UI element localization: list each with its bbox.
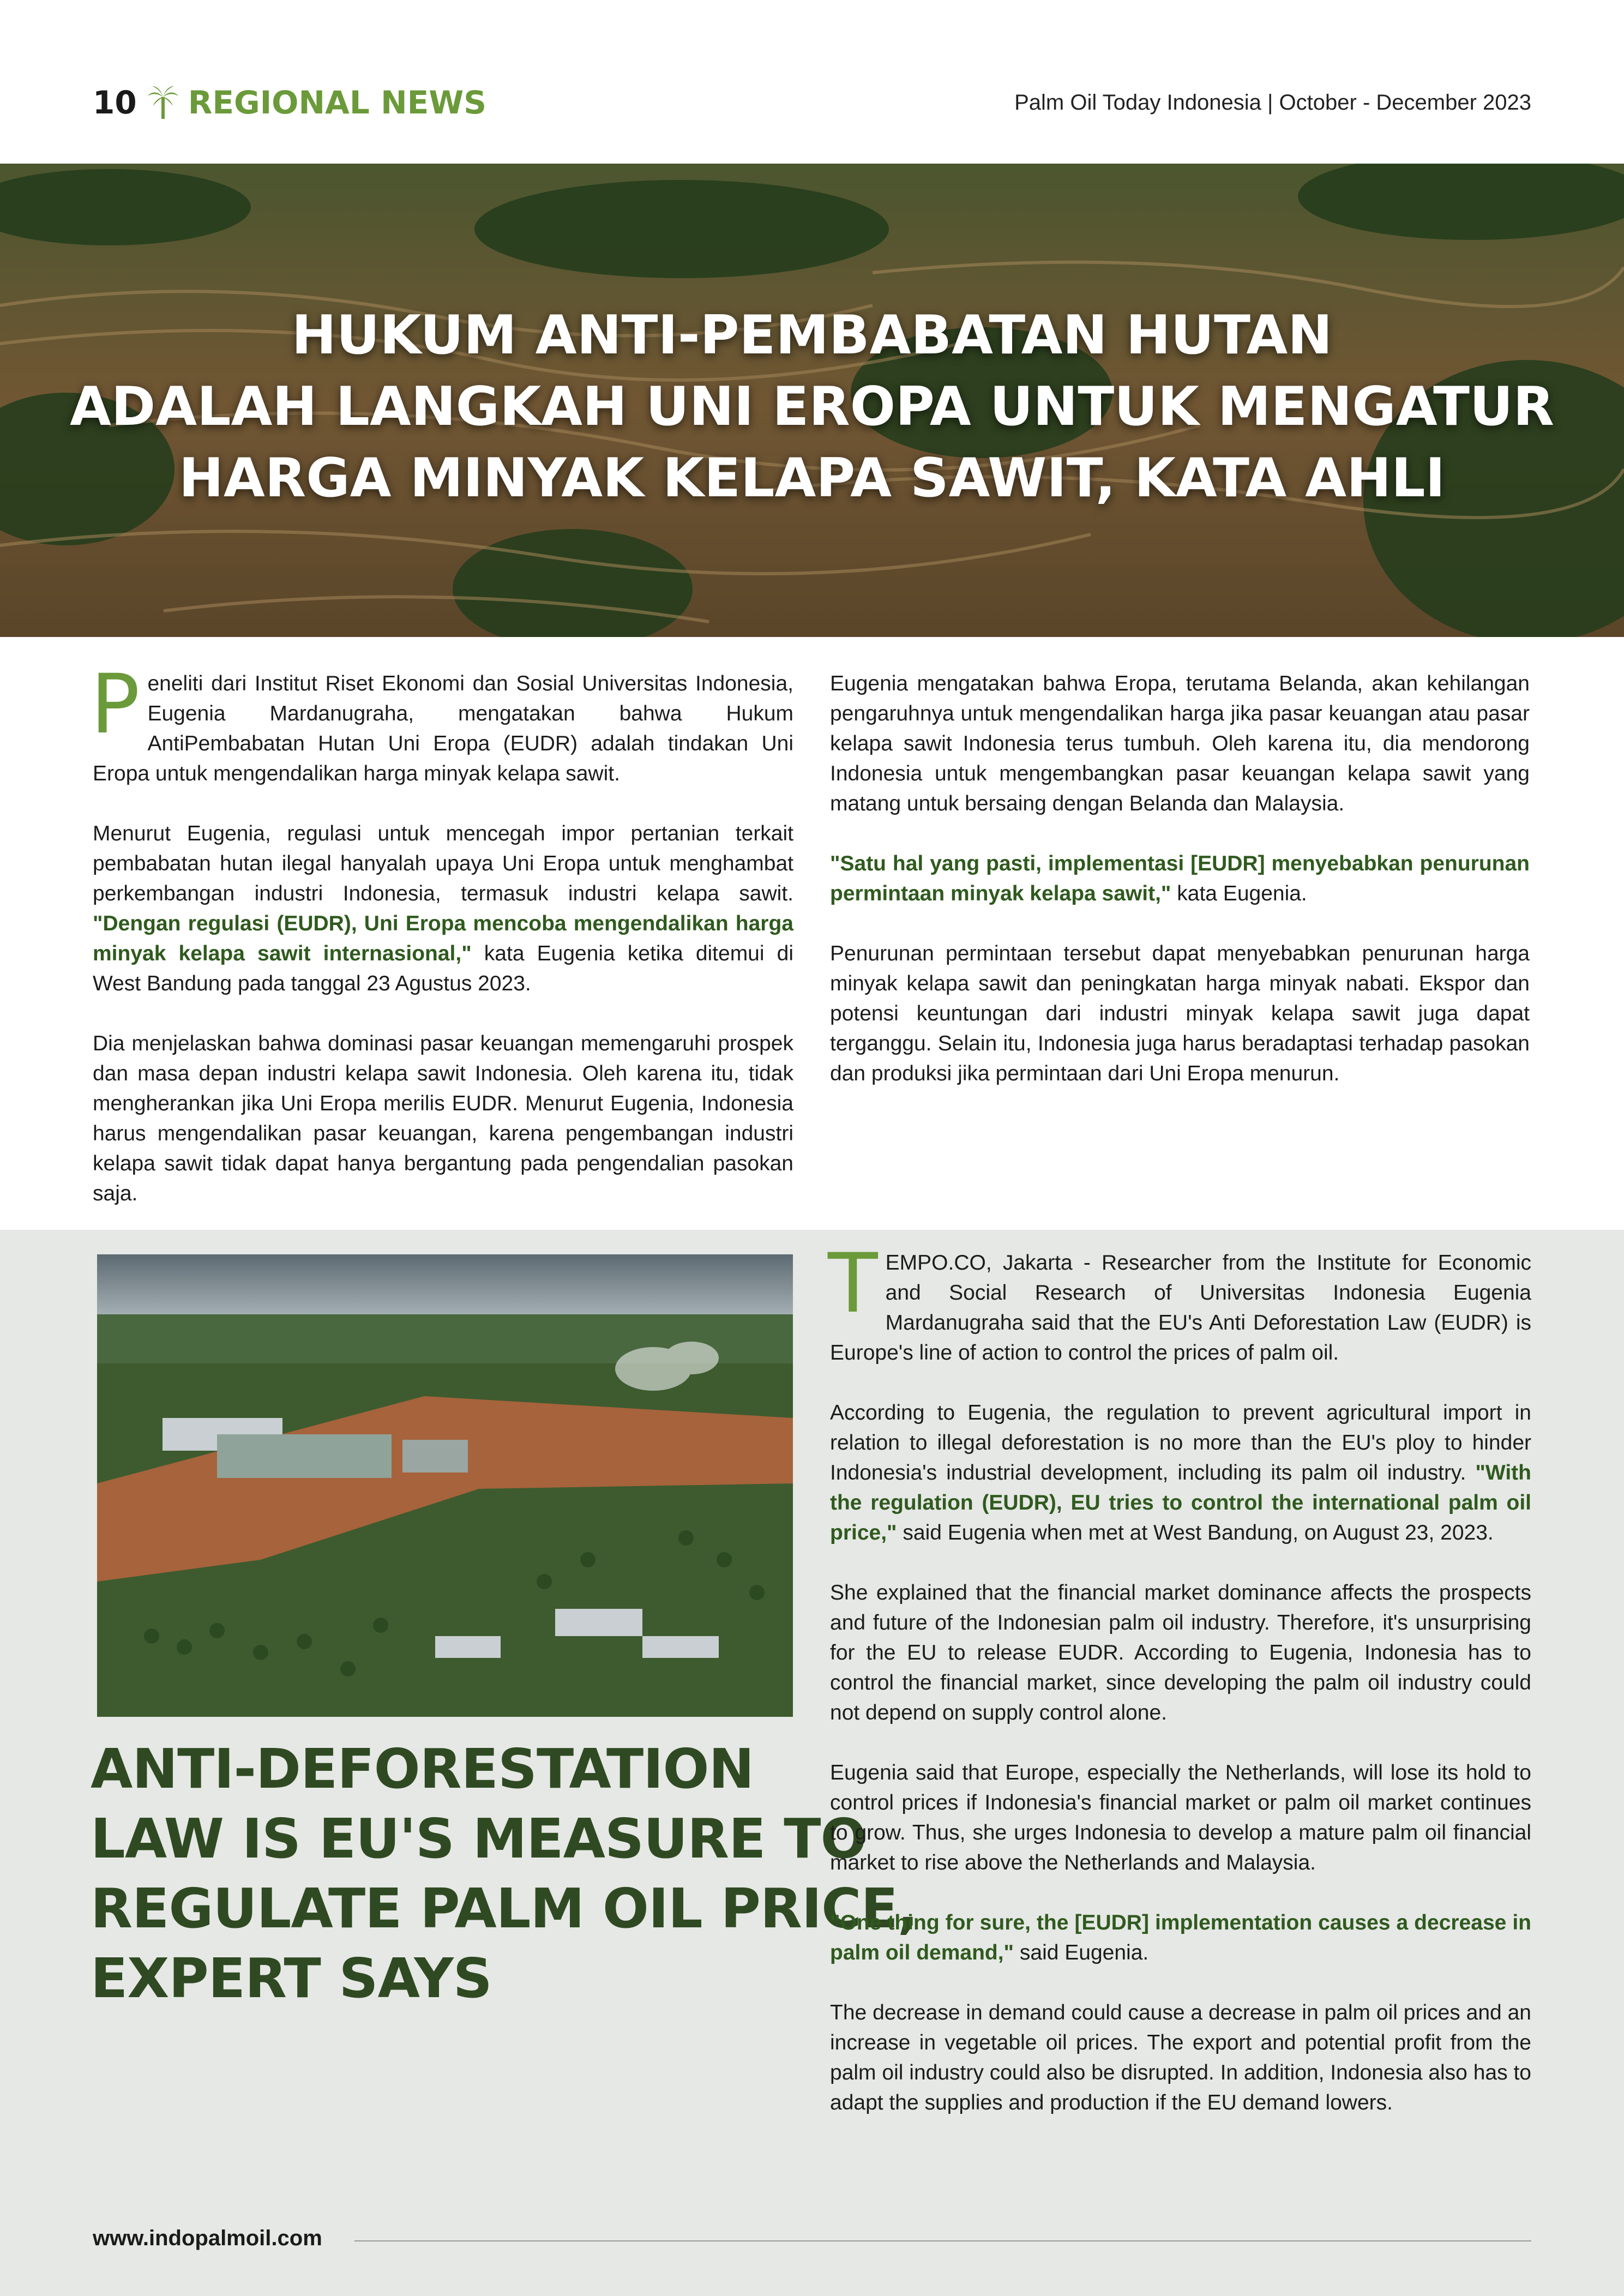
id-p5-tail: kata Eugenia. [1171, 882, 1307, 905]
id-paragraph-3: Dia menjelaskan bahwa dominasi pasar keuangan memengaruhi prospek dan masa depan industri kelapa sawit Indonesia. Oleh karena itu, tidak mengherankan jika Uni Eropa merilis EUDR. Menurut Eugenia, Indonesia harus mengendalikan pasar keuangan, karena pengembangan industri kelapa sawit tidak dapat hanya bergantung pada pengendalian pasokan saja. [93, 1032, 793, 1205]
page-header-left [93, 81, 486, 124]
en-p2-tail: said Eugenia when met at West Bandung, on August 23, 2023. [897, 1521, 1494, 1544]
id-paragraph-2 [93, 819, 793, 999]
id-paragraph-4: Eugenia mengatakan bahwa Eropa, terutama Belanda, akan kehilangan pengaruhnya untuk mengendalikan harga jika pasar keuangan atau pasar kelapa sawit Indonesia terus tumbuh. Oleh karena itu, dia mendorong Indonesia untuk mengembangkan pasar keuangan kelapa sawit yang matang untuk bersaing dengan Belanda dan Malaysia. [830, 672, 1530, 815]
en-p2-quote: "With the regulation (EUDR), EU tries to control the international palm oil price," [830, 1461, 1531, 1544]
id-article-column-left [91, 657, 793, 1209]
mill-aerial-photo [97, 1254, 793, 1717]
english-headline-line: ANTI-DEFORESTATION [91, 1737, 754, 1801]
hero-title [0, 300, 1624, 514]
section-title: REGIONAL NEWS [188, 84, 486, 121]
en-paragraph-2 [830, 1398, 1531, 1548]
english-headline-line: EXPERT SAYS [91, 1946, 492, 2010]
en-p2-lead: According to Eugenia, the regulation to prevent agricultural import in relation to illegal deforestation is no more than the EU's ploy to hinder Indonesia's industrial development, including its palm oil industry. [830, 1401, 1531, 1484]
en-paragraph-4: Eugenia said that Europe, especially the Netherlands, will lose its hold to control prices if Indonesia's financial market or palm oil market continues to grow. Thus, she urges Indonesia to develop a mature palm oil financial market to rise above the Netherlands and Malaysia. [830, 1761, 1531, 1874]
en-paragraph-3: She explained that the financial market dominance affects the prospects and future of the Indonesian palm oil industry. Therefore, it's unsurprising for the EU to release EUDR. According to Eugenia, Indonesia has to control the financial market, since developing the palm oil industry could not depend on supply control alone. [830, 1581, 1531, 1724]
id-p2-quote: "Dengan regulasi (EUDR), Uni Eropa mencoba mengendalikan harga minyak kelapa sawit internasional," [93, 912, 793, 965]
hero-title-line: HUKUM ANTI-PEMBABATAN HUTAN [291, 304, 1333, 366]
id-p5-quote: "Satu hal yang pasti, implementasi [EUDR] menyebabkan penurunan permintaan minyak kelapa sawit," [830, 852, 1530, 905]
id-article-column-right [830, 669, 1530, 1089]
palm-oil-mill-image [97, 1254, 793, 1717]
en-paragraph-1 [828, 1236, 1531, 1368]
footer-website-link[interactable]: www.indopalmoil.com [93, 2226, 322, 2250]
page-number: 10 [93, 84, 137, 121]
english-headline-line: REGULATE PALM OIL PRICE, [91, 1877, 918, 1940]
en-p5-quote: "One thing for sure, the [EUDR] implementation causes a decrease in palm oil demand," [830, 1911, 1531, 1964]
en-paragraph-6: The decrease in demand could cause a decrease in palm oil prices and an increase in vegetable oil prices. The export and potential profit from the palm oil industry could also be disrupted. In addition, Indonesia also has to adapt the supplies and production if the EU demand lowers. [830, 2001, 1531, 2114]
en-article-column [828, 1236, 1531, 2118]
id-p1-text: eneliti dari Institut Riset Ekonomi dan Sosial Universitas Indonesia, Eugenia Mardanugraha, mengatakan bahwa Hukum AntiPembabatan Hutan Uni Eropa (EUDR) adalah tindakan Uni Eropa untuk mengendalikan harga minyak kelapa sawit. [93, 672, 793, 785]
palm-tree-icon [147, 85, 179, 120]
en-p1-text: EMPO.CO, Jakarta - Researcher from the Institute for Economic and Social Research of Universitas Indonesia Eugenia Mardanugraha said that the EU's Anti Deforestation Law (EUDR) is Europe's line of action to control the prices of palm oil. [830, 1251, 1531, 1365]
publication-info: Palm Oil Today Indonesia | October - December 2023 [1014, 91, 1531, 115]
en-dropcap: T [828, 1236, 878, 1331]
hero-title-line: ADALAH LANGKAH UNI EROPA UNTUK MENGATUR [70, 376, 1554, 438]
english-headline [91, 1734, 918, 2013]
footer-divider [354, 2240, 1531, 2241]
id-paragraph-6: Penurunan permintaan tersebut dapat menyebabkan penurunan harga minyak kelapa sawit dan peningkatan harga minyak nabati. Ekspor dan potensi keuntungan dari industri minyak kelapa sawit juga dapat terganggu. Selain itu, Indonesia juga harus beradaptasi terhadap pasokan dan produksi jika permintaan dari Uni Eropa menurun. [830, 942, 1530, 1085]
id-p2-lead: Menurut Eugenia, regulasi untuk mencegah impor pertanian terkait pembabatan hutan ilegal hanyalah upaya Uni Eropa untuk menghambat perkembangan industri Indonesia, termasuk industri kelapa sawit. [93, 822, 793, 905]
hero-title-line: HARGA MINYAK KELAPA SAWIT, KATA AHLI [178, 447, 1446, 509]
en-p5-tail: said Eugenia. [1014, 1941, 1149, 1964]
english-headline-line: LAW IS EU'S MEASURE TO [91, 1807, 867, 1871]
id-dropcap: P [91, 657, 140, 752]
en-paragraph-5 [830, 1908, 1531, 1968]
id-paragraph-1 [91, 657, 793, 789]
id-paragraph-5 [830, 849, 1530, 909]
id-p2-tail: kata Eugenia ketika ditemui di West Bandung pada tanggal 23 Agustus 2023. [93, 942, 793, 995]
hero-banner [0, 164, 1624, 637]
